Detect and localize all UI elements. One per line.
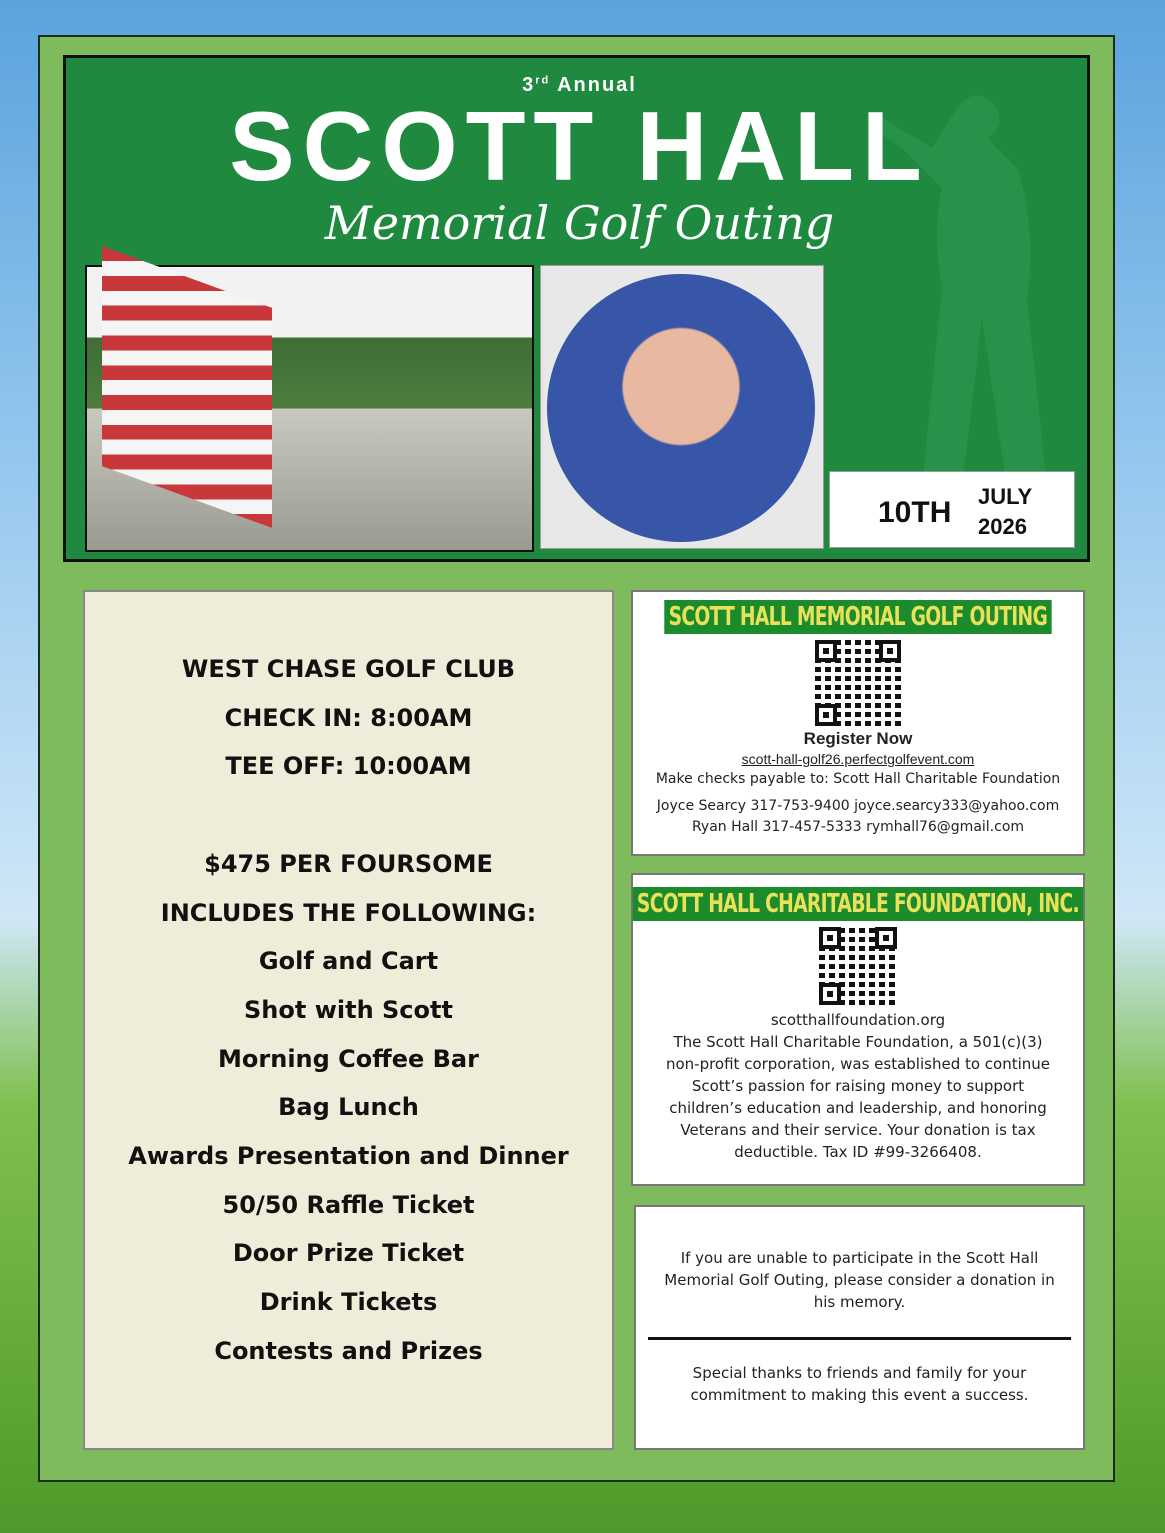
foundation-website[interactable]: scotthallfoundation.org: [770, 1011, 946, 1029]
includes-heading: INCLUDES THE FOLLOWING:: [160, 899, 537, 927]
check-in-time: CHECK IN: 8:00AM: [224, 704, 473, 732]
flyer-header: [63, 55, 1090, 562]
date-box: [829, 471, 1075, 548]
foundation-description: The Scott Hall Charitable Foundation, a 501(c)(3) non-profit corporation, was established to continue Scott’s passion for raising money to support children’s education and leadership, and honoring Veterans and their service. Your donation is tax deductible. Tax ID #99-3266408.: [665, 1033, 1051, 1161]
list-item: Awards Presentation and Dinner: [128, 1142, 569, 1170]
foundation-qr-code[interactable]: [819, 927, 897, 1005]
date-month-year: JULY 2026: [978, 484, 1033, 539]
registration-link[interactable]: scott-hall-golf26.perfectgolfevent.com: [741, 751, 975, 767]
date-day: 10TH: [878, 496, 952, 529]
list-item: Golf and Cart: [258, 947, 439, 975]
event-subtitle: Memorial Golf Outing: [324, 196, 835, 250]
thanks-note: Special thanks to friends and family for your commitment to making this event a success.: [690, 1364, 1029, 1404]
list-item: Morning Coffee Bar: [218, 1045, 479, 1073]
event-title: SCOTT HALL: [229, 91, 930, 201]
contact-joyce: Joyce Searcy 317-753-9400 joyce.searcy333@yahoo.com: [656, 798, 1060, 814]
notes-box: [634, 1205, 1085, 1450]
registration-qr-code[interactable]: [815, 640, 901, 726]
contact-ryan: Ryan Hall 317-457-5333 rymhall76@gmail.com: [691, 819, 1025, 835]
golf-carts-flag-photo: [85, 265, 534, 552]
list-item: Drink Tickets: [259, 1288, 438, 1316]
list-item: 50/50 Raffle Ticket: [222, 1191, 475, 1219]
american-flag-image: [102, 246, 272, 528]
tee-off-time: TEE OFF: 10:00AM: [225, 752, 472, 780]
event-details-panel: [83, 590, 614, 1450]
checks-payable: Make checks payable to: Scott Hall Charitable Foundation: [655, 771, 1061, 787]
list-item: Bag Lunch: [278, 1093, 419, 1121]
list-item: Shot with Scott: [244, 996, 453, 1024]
venue: WEST CHASE GOLF CLUB: [181, 655, 516, 683]
registration-banner: SCOTT HALL MEMORIAL GOLF OUTING: [664, 600, 1051, 634]
list-item: Door Prize Ticket: [232, 1239, 465, 1267]
foundation-box: [631, 873, 1085, 1186]
portrait-circle: [547, 274, 815, 542]
register-now-label: Register Now: [803, 729, 913, 748]
registration-box: [631, 590, 1085, 856]
list-item: Contests and Prizes: [214, 1337, 483, 1365]
donation-note: If you are unable to participate in the Scott Hall Memorial Golf Outing, please consider a donation in his memory.: [664, 1249, 1055, 1311]
foundation-banner: SCOTT HALL CHARITABLE FOUNDATION, INC.: [633, 887, 1084, 921]
price: $475 PER FOURSOME: [204, 850, 493, 878]
annual-label: 3rd Annual: [522, 74, 637, 96]
scott-hall-portrait-photo: [540, 265, 824, 549]
